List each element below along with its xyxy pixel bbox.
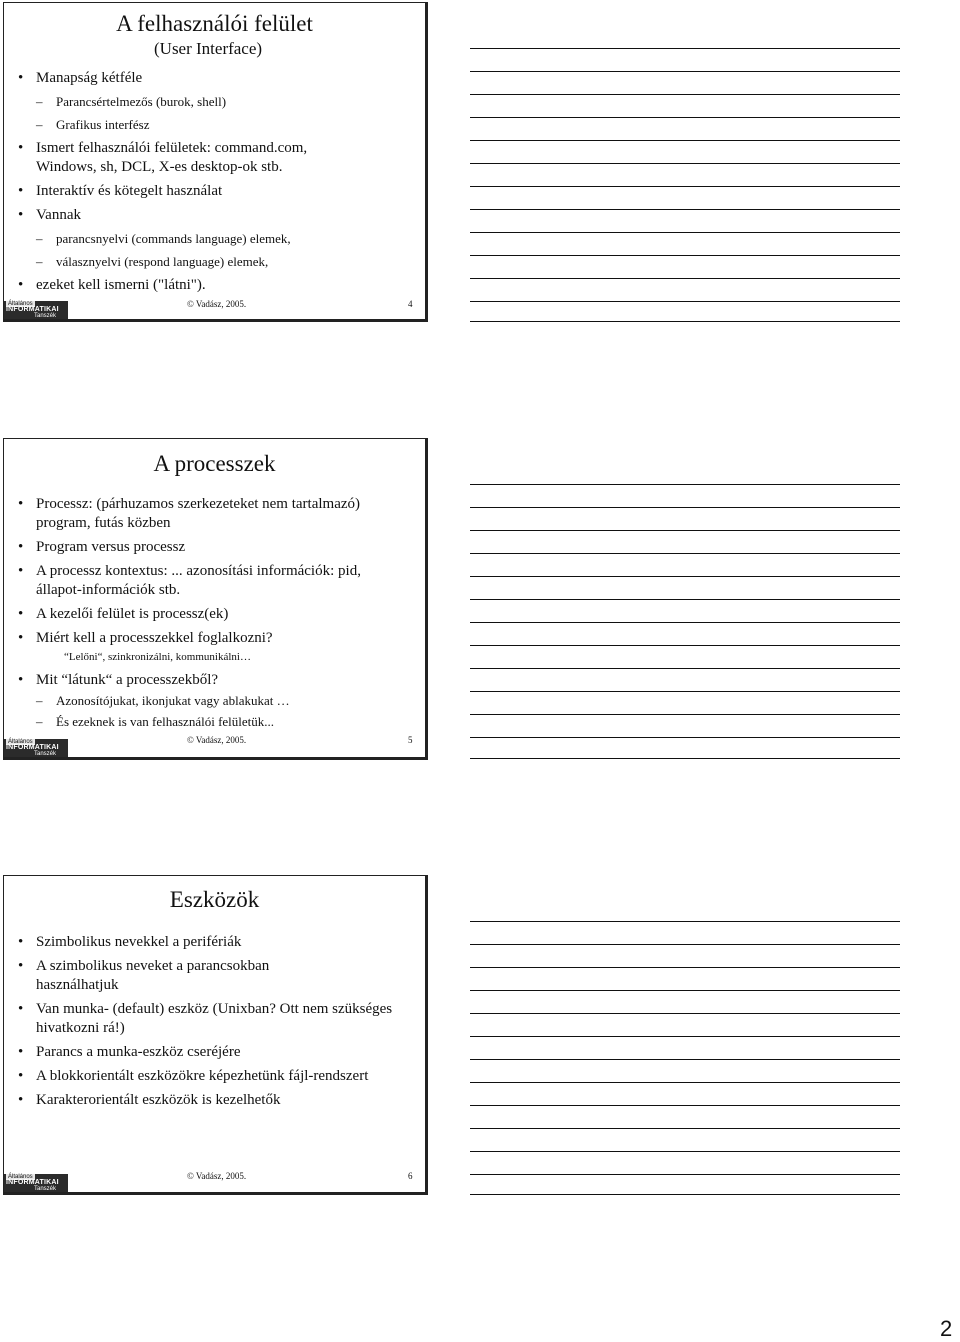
slide-6 bbox=[3, 875, 428, 1195]
copyright: © Vadász, 2005. bbox=[187, 299, 247, 309]
list-item: • Vannak bbox=[16, 206, 419, 225]
list-item: – Grafikus interfész bbox=[16, 116, 419, 133]
list-item: • ezeket kell ismerni ("látni"). bbox=[16, 276, 419, 295]
list-item: • Interaktív és kötegelt használat bbox=[16, 182, 419, 201]
list-item: • Mit “látunk“ a processzekből? bbox=[16, 671, 419, 690]
list-item: – válasznyelvi (respond language) elemek, bbox=[16, 253, 419, 270]
list-item: – Azonosítójukat, ikonjukat vagy ablakukat … bbox=[16, 692, 419, 709]
list-item: • Program versus processz bbox=[16, 538, 419, 557]
copyright: © Vadász, 2005. bbox=[187, 1171, 247, 1181]
slide-number: 6 bbox=[408, 1171, 413, 1181]
list-item: “Lelőni“, szinkronizálni, kommunikálni… bbox=[64, 651, 251, 663]
list-item: • A kezelői felület is processz(ek) bbox=[16, 605, 419, 624]
list-item: • Szimbolikus nevekkel a perifériák bbox=[16, 933, 419, 952]
slide-number: 4 bbox=[408, 299, 413, 309]
department-logo: Általános INFORMATIKAI Tanszék bbox=[4, 1174, 68, 1192]
list-item: • Ismert felhasználói felületek: command.com, Windows, sh, DCL, X-es desktop-ok stb. bbox=[16, 139, 346, 177]
list-item: – Parancsértelmezős (burok, shell) bbox=[16, 93, 419, 110]
list-item: • Van munka- (default) eszköz (Unixban? Ott nem szükséges hivatkozni rá!) bbox=[16, 1000, 396, 1038]
list-item: • Processz: (párhuzamos szerkezeteket nem tartalmazó) program, futás közben bbox=[16, 495, 366, 533]
slide-5 bbox=[3, 438, 428, 760]
list-item: – parancsnyelvi (commands language) elemek, bbox=[16, 230, 419, 247]
slide-title: A processzek bbox=[153, 451, 276, 476]
slide-title: Eszközök bbox=[169, 887, 260, 912]
slide-number: 5 bbox=[408, 735, 413, 745]
slide-4 bbox=[3, 2, 428, 322]
bullet-list bbox=[16, 933, 419, 1115]
slide-title: A felhasználói felület bbox=[116, 11, 313, 36]
list-item: • A processz kontextus: ... azonosítási információk: pid, állapot-információk stb. bbox=[16, 562, 406, 600]
slide-subtitle: (User Interface) bbox=[154, 39, 263, 58]
bullet-list bbox=[16, 495, 419, 736]
page-number: 2 bbox=[940, 1316, 953, 1341]
list-item: – És ezeknek is van felhasználói felületük... bbox=[16, 713, 419, 730]
list-item: • Karakterorientált eszközök is kezelhetők bbox=[16, 1091, 419, 1110]
department-logo: Általános INFORMATIKAI Tanszék bbox=[4, 301, 68, 319]
list-item: • Miért kell a processzekkel foglalkozni? bbox=[16, 629, 419, 648]
list-item: • Manapság kétféle bbox=[16, 69, 419, 88]
list-item: • A szimbolikus neveket a parancsokban használhatjuk bbox=[16, 957, 336, 995]
department-logo: Általános INFORMATIKAI Tanszék bbox=[4, 739, 68, 757]
copyright: © Vadász, 2005. bbox=[187, 735, 247, 745]
list-item: • Parancs a munka-eszköz cseréjére bbox=[16, 1043, 419, 1062]
bullet-list bbox=[16, 69, 419, 300]
list-item: • A blokkorientált eszközökre képezhetünk fájl-rendszert bbox=[16, 1067, 376, 1086]
